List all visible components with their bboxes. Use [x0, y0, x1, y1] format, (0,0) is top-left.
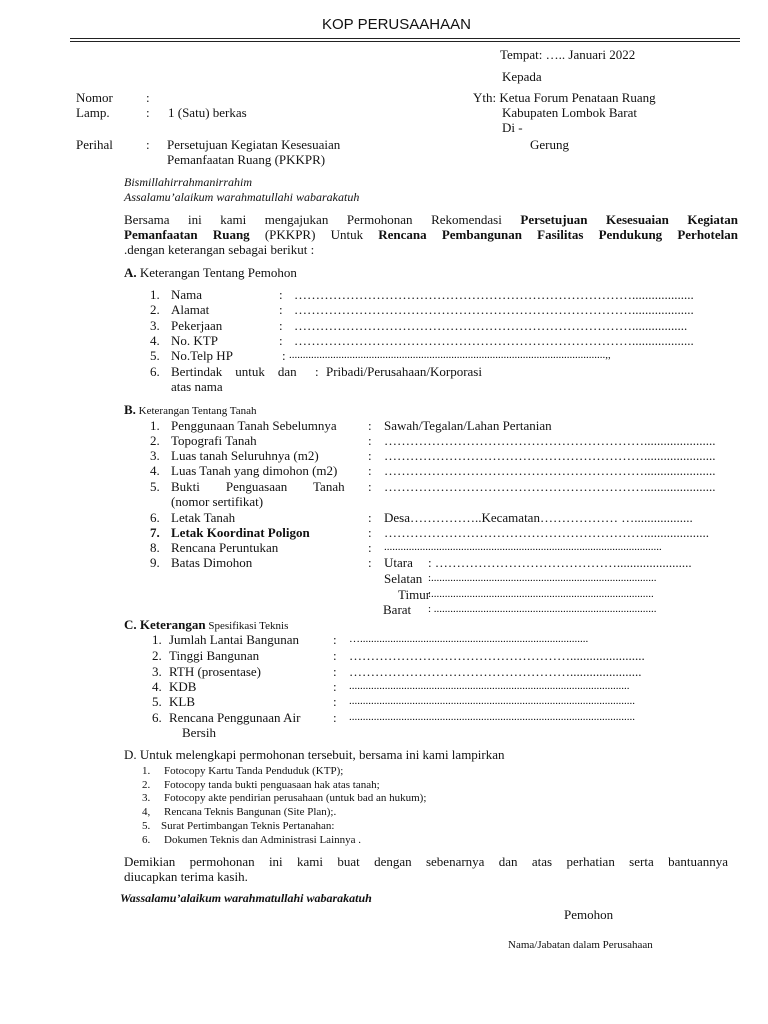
perihal-line2: Pemanfaatan Ruang (PKKPR): [167, 152, 326, 167]
section-letter: B.: [124, 402, 136, 417]
nomor-colon: :: [146, 90, 150, 105]
recipient-yth: Yth: Ketua Forum Penataan Ruang: [473, 90, 656, 105]
b-num: 2.: [150, 433, 160, 448]
d-num: 1.: [142, 765, 151, 777]
b-num: 6.: [150, 510, 160, 525]
a-label-cont: atas nama: [171, 379, 223, 394]
b-value: ……………………………………………………......................: [384, 463, 716, 478]
letterhead-rule: [70, 38, 740, 39]
c-value: …...................................................................................: [349, 633, 589, 645]
b-label: Letak Tanah: [171, 510, 236, 525]
b-value: Desa……………..Kecamatan……………… …..................: [384, 510, 693, 525]
d-num: 3.: [142, 792, 151, 804]
intro-bold: Persetujuan Kesesuaian Kegiatan: [520, 212, 738, 227]
b-colon: :: [368, 448, 372, 463]
b-num: 7.: [150, 525, 160, 540]
d-text: Fotocopy akte pendirian perusahaan (untuk bad an hukum);: [164, 792, 427, 804]
section-letter: A.: [124, 265, 137, 280]
b-num: 8.: [150, 540, 160, 555]
lamp-label: Lamp.: [76, 105, 110, 120]
a-num: 6.: [150, 364, 160, 379]
signature-name: Nama/Jabatan dalam Perusahaan: [508, 939, 653, 951]
pemohon-label: Pemohon: [564, 907, 614, 922]
d-text: Fotocopy Kartu Tanda Penduduk (KTP);: [164, 765, 344, 777]
c-num: 5.: [152, 694, 162, 709]
b-label: Batas Dimohon: [171, 555, 253, 570]
b-colon: :: [368, 463, 372, 478]
batas-value: : …………………………………….......................: [428, 555, 692, 570]
place-date: Tempat: ….. Januari 2022: [500, 47, 636, 62]
bismillah: Bismillahirrahmanirrahim: [124, 175, 253, 189]
b-value: Sawah/Tegalan/Lahan Pertanian: [384, 418, 552, 433]
c-colon: :: [333, 632, 337, 647]
intro-line3: .dengan keterangan sebagai berikut :: [124, 242, 315, 257]
c-value: ……………………………………………......................: [349, 664, 642, 679]
batas-label: Selatan: [384, 571, 423, 586]
b-label: Topografi Tanah: [171, 433, 257, 448]
d-num: 5.: [142, 820, 151, 832]
c-value: ........................................................................................................: [349, 695, 635, 707]
batas-label: Utara: [384, 555, 413, 570]
recipient-line4: Gerung: [530, 137, 569, 152]
a-label: No. KTP: [171, 333, 218, 348]
b-label: Letak Koordinat Poligon: [171, 525, 310, 540]
a-value: ...................................................................................................................,,: [289, 349, 611, 361]
perihal-colon: :: [146, 137, 150, 152]
recipient-line2: Kabupaten Lombok Barat: [502, 105, 638, 120]
section-letter: C.: [124, 617, 137, 632]
c-label: Rencana Penggunaan Air: [169, 710, 301, 725]
recipient-line3: Di -: [502, 120, 523, 135]
salam: Assalamu’alaikum warahmatullahi wabarakatuh: [124, 190, 360, 204]
closing-line2: diucapkan terima kasih.: [124, 869, 248, 884]
intro-bold: Pemanfaatan Ruang: [124, 227, 250, 242]
batas-value: : .................................................................................: [428, 603, 657, 615]
d-num: 6.: [142, 834, 151, 846]
c-label: KDB: [169, 679, 197, 694]
letterhead-title: KOP PERUSAAHAAN: [322, 16, 471, 33]
d-text: Surat Pertimbangan Teknis Pertanahan:: [161, 820, 335, 832]
c-label: Jumlah Lantai Bangunan: [169, 632, 299, 647]
b-num: 4.: [150, 463, 160, 478]
a-value: ……………………………………………………………………...................: [294, 333, 694, 348]
c-colon: :: [333, 664, 337, 679]
recipient-kepada: Kepada: [502, 69, 542, 84]
lamp-value: 1 (Satu) berkas: [168, 105, 247, 120]
a-num: 3.: [150, 318, 160, 333]
b-num: 1.: [150, 418, 160, 433]
c-num: 1.: [152, 632, 162, 647]
c-label: Tinggi Bangunan: [169, 648, 260, 663]
c-value: ........................................................................................................: [349, 711, 635, 723]
c-value: ......................................................................................................: [349, 680, 630, 692]
d-num: 4,: [142, 806, 151, 818]
perihal-line1: Persetujuan Kegiatan Kesesuaian: [167, 137, 341, 152]
d-num: 2.: [142, 779, 151, 791]
b-value: ……………………………………………………......................: [384, 479, 716, 494]
b-value: ……………………………………………………......................: [384, 448, 716, 463]
a-label: Nama: [171, 287, 203, 302]
b-colon: :: [368, 510, 372, 525]
a-num: 4.: [150, 333, 160, 348]
b-label: Bukti Penguasaan Tanah: [171, 479, 345, 494]
batas-value: :..................................................................................: [428, 572, 657, 584]
a-num: 2.: [150, 302, 160, 317]
batas-label: Barat: [383, 602, 412, 617]
b-label: Luas tanah Seluruhnya (m2): [171, 448, 319, 463]
c-colon: :: [333, 710, 337, 725]
a-colon: :: [279, 333, 283, 348]
c-colon: :: [333, 679, 337, 694]
wassalam: Wassalamu’alaikum warahmatullahi wabarakatuh: [120, 891, 372, 905]
a-colon: :: [279, 318, 283, 333]
c-colon: :: [333, 694, 337, 709]
a-value: ……………………………………………………………………...................: [294, 302, 694, 317]
a-num: 5.: [150, 348, 160, 363]
section-b-title: [124, 402, 256, 419]
section-title-text: Keterangan Tentang Pemohon: [136, 265, 297, 280]
b-label-cont: (nomor sertifikat): [171, 494, 264, 509]
a-value: …………………………………………………………………….................: [294, 318, 688, 333]
perihal-label: Perihal: [76, 137, 113, 152]
b-colon: :: [368, 540, 372, 555]
b-label: Penggunaan Tanah Sebelumnya: [171, 418, 337, 433]
a-label: Bertindak untuk dan: [171, 364, 297, 379]
b-label: Rencana Peruntukan: [171, 540, 279, 555]
c-num: 4.: [152, 679, 162, 694]
b-num: 3.: [150, 448, 160, 463]
b-num: 9.: [150, 555, 160, 570]
closing-line1: Demikian permohonan ini kami buat dengan sebenarnya dan atas perhatian serta bantuannya: [124, 854, 728, 869]
c-num: 2.: [152, 648, 162, 663]
a-colon: :: [315, 364, 319, 379]
section-d-title: D. Untuk melengkapi permohonan tersebuit, bersama ini kami lampirkan: [124, 747, 505, 762]
section-a-title: [124, 265, 297, 280]
b-label: Luas Tanah yang dimohon (m2): [171, 463, 338, 478]
intro-text: Bersama ini kami mengajukan Permohonan Rekomendasi: [124, 212, 521, 227]
a-value: Pribadi/Perusahaan/Korporasi: [326, 364, 482, 379]
c-colon: :: [333, 648, 337, 663]
a-label: Pekerjaan: [171, 318, 223, 333]
b-colon: :: [368, 418, 372, 433]
a-label: Alamat: [171, 302, 210, 317]
c-label: KLB: [169, 694, 195, 709]
b-num: 5.: [150, 479, 160, 494]
d-text: Rencana Teknis Bangunan (Site Plan);.: [164, 806, 337, 818]
section-title-text: Spesifikasi Teknis: [205, 620, 289, 632]
intro-bold: Rencana Pembangunan Fasilitas Pendukung Perhotelan: [378, 227, 738, 242]
b-colon: :: [368, 555, 372, 570]
section-title-text: Keterangan Tentang Tanah: [135, 405, 257, 417]
c-num: 3.: [152, 664, 162, 679]
b-value: ……………………………………………………....................: [384, 525, 709, 540]
c-label-cont: Bersih: [182, 725, 216, 740]
letterhead-rule-thin: [70, 41, 740, 42]
a-colon: :: [279, 287, 283, 302]
d-text: Dokumen Teknis dan Administrasi Lainnya .: [164, 834, 362, 846]
batas-label: Timur: [398, 587, 431, 602]
intro-text: (PKKPR) Untuk: [249, 227, 379, 242]
intro-line1: [124, 212, 738, 227]
nomor-label: Nomor: [76, 90, 113, 105]
section-title-bold: Keterangan: [136, 617, 206, 632]
d-text: Fotocopy tanda bukti penguasaan hak atas tanah;: [164, 779, 380, 791]
b-colon: :: [368, 479, 372, 494]
a-colon: :: [279, 302, 283, 317]
intro-line2: [124, 227, 738, 242]
b-colon: :: [368, 433, 372, 448]
lamp-colon: :: [146, 105, 150, 120]
a-num: 1.: [150, 287, 160, 302]
b-value: ……………………………………………………......................: [384, 433, 716, 448]
a-colon: :: [282, 348, 286, 363]
b-value: .....................................................................................................: [384, 541, 662, 553]
b-colon: :: [368, 525, 372, 540]
a-label: No.Telp HP: [171, 348, 233, 363]
batas-value: :.................................................................................: [428, 588, 654, 600]
c-value: …………………………………………….......................: [349, 648, 645, 663]
a-value: ……………………………………………………………………...................: [294, 287, 694, 302]
c-label: RTH (prosentase): [169, 664, 261, 679]
c-num: 6.: [152, 710, 162, 725]
